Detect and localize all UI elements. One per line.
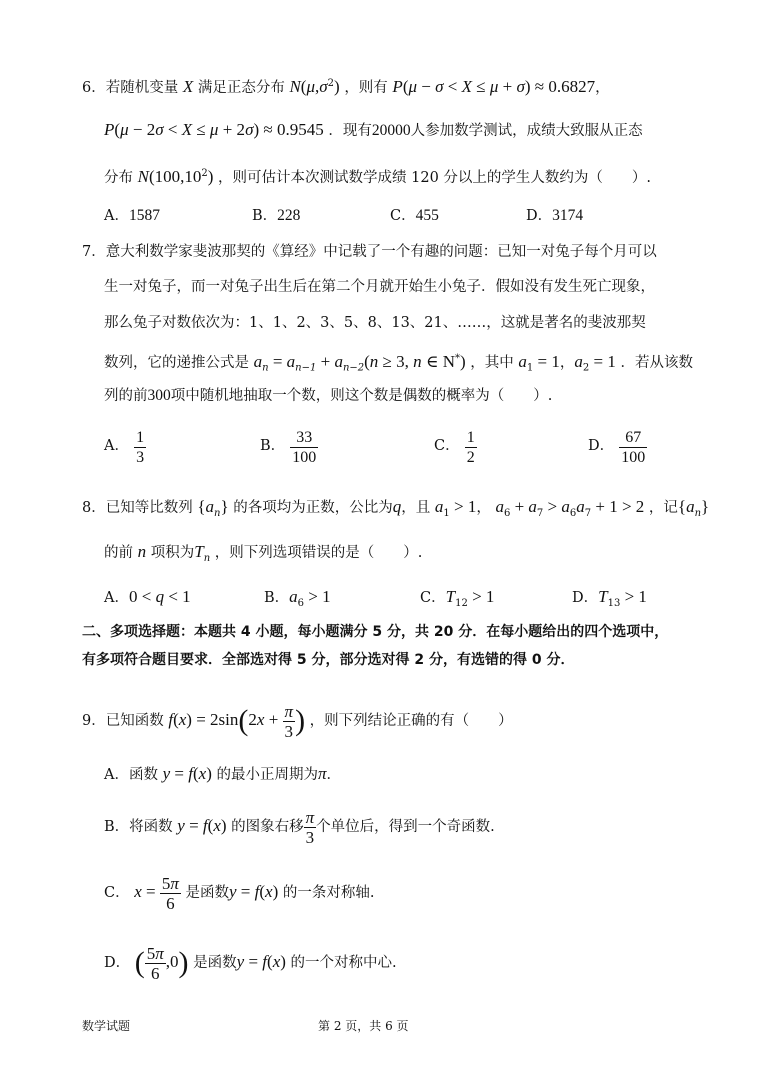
q6-option-a[interactable]: A．1587 bbox=[104, 207, 160, 224]
q6-line1: 6．若随机变量 X 满足正态分布 $N(\mu,\sigma^2)$ ，则有 P(μ − σ < X ≤ μ + σ) ≈ 0.6827， bbox=[82, 76, 610, 96]
fraction: $\frac{1}{2}$ bbox=[466, 429, 475, 466]
q7-line3: 那么兔子对数依次为：1、1、2、3、5、8、13、21、……，这就是著名的斐波那契 bbox=[104, 315, 646, 331]
q7-line4: 数列，它的递推公式是 $a_n = a_{n-1} + a_{n-2}(n \ge 3$, n ∈ N*) ，其中 $a_1 = 1$，$a_2 = 1$ ．若从该数 bbox=[104, 351, 693, 374]
q6-line3: 分布 N(100,10$^2$) ，则可估计本次测试数学成绩 120 分以上的学生人数约为（ ）. bbox=[104, 166, 652, 186]
q9-option-b[interactable]: B．将函数 y = f(x) 的图象右移 $\frac{\pi}{3}$ 个单位后，得到一个奇函数. bbox=[104, 807, 495, 847]
q7-option-c[interactable]: C． $\frac{1}{2}$ bbox=[434, 429, 475, 466]
q7-options bbox=[104, 428, 704, 472]
q6-line2: P(μ − 2σ < X ≤ μ + 2σ) ≈ 0.9545 ．现有20000人参加数学测试，成绩大致服从正态 bbox=[104, 120, 643, 139]
q8-option-b[interactable]: B．$a_6 > 1$ bbox=[264, 587, 331, 609]
q9-option-c[interactable]: C． x = $\frac{5\pi}{6}$ 是函数y = f(x) 的一条对称轴. bbox=[104, 873, 375, 913]
fraction: $\frac{67}{100}$ bbox=[621, 429, 646, 466]
footer-subject: 数学试题 bbox=[82, 1019, 131, 1033]
q8-option-d[interactable]: D．$T_{13} > 1$ bbox=[572, 587, 647, 609]
q7-option-b[interactable]: B． $\frac{33}{100}$ bbox=[260, 429, 317, 466]
q8-line1: 8．已知等比数列 $\{a_n\}$ 的各项均为正数，公比为q，且 $a_1 > 1$， $a_6 + a_7 > a_6a_7 + 1 > 2$ ，记$\{a_n\}$ bbox=[82, 497, 710, 519]
q9-option-d[interactable]: D． ( $\frac{5\pi}{6}$ ,0) 是函数y = f(x) 的一个对称中心. bbox=[104, 943, 397, 983]
q9-option-a[interactable]: A．函数 y = f(x) 的最小正周期为π． bbox=[104, 764, 341, 783]
q7-line2: 生一对兔子，而一对兔子出生后在第二个月就开始生小兔子．假如没有发生死亡现象， bbox=[104, 279, 655, 295]
q7-option-d[interactable]: D． $\frac{67}{100}$ bbox=[588, 429, 646, 466]
q8-option-a[interactable]: A．0 < q < 1 bbox=[104, 587, 191, 606]
fraction: $\frac{1}{3}$ bbox=[136, 429, 145, 466]
q6-option-b[interactable]: B．228 bbox=[252, 207, 301, 224]
q8-line2: 的前 n 项积为$T_n$ ，则下列选项错误的是（ ）. bbox=[104, 542, 423, 564]
section2-heading-line1: 二、多项选择题：本题共 4 小题，每小题满分 5 分，共 20 分．在每小题给出的四个选项中， bbox=[82, 624, 669, 640]
q6-option-c[interactable]: C．455 bbox=[390, 207, 439, 224]
fraction: $\frac{33}{100}$ bbox=[292, 429, 317, 466]
footer-page-number: 第 2 页，共 6 页 bbox=[318, 1019, 409, 1033]
fraction: $\frac{\pi}{3}$ bbox=[284, 701, 294, 741]
fraction: $\frac{5\pi}{6}$ bbox=[146, 943, 164, 983]
section2-heading-line2: 有多项符合题目要求．全部选对得 5 分，部分选对得 2 分，有选错的得 0 分． bbox=[82, 652, 575, 668]
q7-line1: 7．意大利数学家斐波那契的《算经》中记载了一个有趣的问题：已知一对兔子每个月可以 bbox=[82, 244, 657, 260]
q9-line1: 9．已知函数 f(x) = 2sin(2x + $\frac{\pi}{3}$ ) ，则下列结论正确的有（ ） bbox=[82, 701, 513, 741]
fraction: $\frac{5\pi}{6}$ bbox=[161, 873, 179, 913]
q7-option-a[interactable]: A． $\frac{1}{3}$ bbox=[104, 429, 145, 466]
q8-option-c[interactable]: C．$T_{12} > 1$ bbox=[420, 587, 495, 609]
fraction: $\frac{\pi}{3}$ bbox=[305, 807, 315, 847]
q7-line5: 列的前300项中随机地抽取一个数，则这个数是偶数的概率为（ ）. bbox=[104, 387, 553, 404]
q6-option-d[interactable]: D．3174 bbox=[526, 207, 584, 224]
